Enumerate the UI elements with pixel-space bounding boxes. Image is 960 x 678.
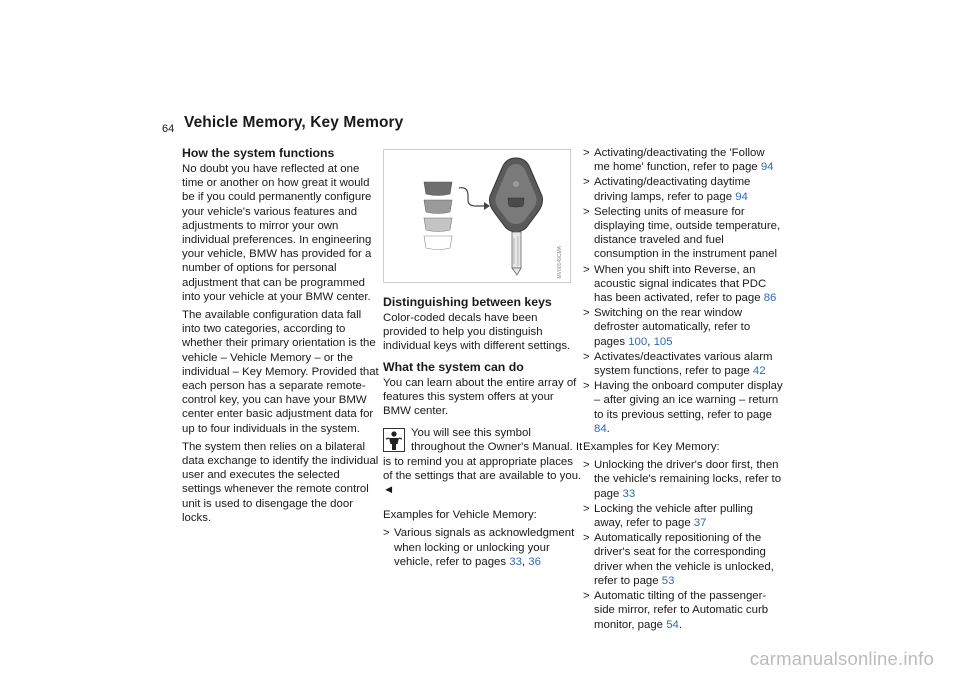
page-link[interactable]: 94 (760, 161, 774, 174)
list-item (583, 306, 783, 349)
item-text: Having the onboard computer display – after giving an ice warning – return to its previous setting, refer to page (594, 380, 783, 421)
list-item (583, 146, 783, 174)
paragraph: Examples for Key Memory: (583, 441, 720, 454)
key-memory-list (583, 458, 783, 631)
page-link[interactable]: 86 (763, 292, 777, 305)
page-link[interactable]: 33 (622, 487, 636, 500)
list-item (583, 531, 783, 588)
item-text: Automatically repositioning of the driver's seat for the corresponding driver when the vehicle is unlocked, refer to page (594, 532, 774, 587)
separator: , (647, 335, 654, 348)
page-link[interactable]: 84 (594, 422, 607, 435)
vehicle-memory-list-cont (583, 146, 783, 436)
paragraph: Color-coded decals have been provided to help you distinguish individual keys with different settings. (383, 312, 571, 353)
item-text: Switching on the rear window defroster automatically, refer to pages (594, 307, 751, 348)
list-item (583, 589, 783, 632)
page-link[interactable]: 105 (653, 335, 673, 348)
page-link[interactable]: 94 (735, 190, 748, 203)
item-text: Unlocking the driver's door first, then the vehicle's remaining locks, refer to page (594, 459, 782, 500)
end-period: . (606, 422, 610, 435)
list-item (583, 502, 783, 530)
item-text: When you shift into Reverse, an acoustic signal indicates that PDC has been activated, refer to page (594, 263, 767, 305)
list-item (583, 175, 783, 203)
bullet-mark: > (583, 350, 590, 363)
key-memory-symbol-note (383, 426, 583, 497)
heading-distinguishing-keys: Distinguishing between keys (383, 295, 552, 309)
bullet-mark: > (583, 176, 590, 189)
paragraph: The available configuration data fall into two categories, according to whether their primary orientation is the vehicle – Vehicle Memory – or the individual – Key Memory. Provided that each person has a separate remote-control key, you can have your BMW center enter basic adjustment data for up to four individuals in the system. (182, 309, 379, 435)
bullet-mark: > (583, 263, 590, 276)
item-text: Activating/deactivating daytime driving lamps, refer to page (594, 176, 751, 203)
end-mark: ◄ (383, 484, 395, 497)
page-number: 64 (162, 123, 175, 135)
page-link[interactable]: 100 (628, 335, 648, 348)
page-link[interactable]: 42 (752, 365, 766, 378)
bullet-mark: > (583, 307, 590, 320)
paragraph: Examples for Vehicle Memory: (383, 509, 537, 522)
person-symbol-icon (383, 428, 405, 452)
column-left (182, 146, 382, 529)
note-text: You will see this symbol throughout the Owner's Manual. It is to remind you at appropriate places of the settings that are available to you. (383, 427, 583, 482)
bullet-mark: > (583, 380, 590, 393)
vehicle-memory-list (383, 526, 583, 569)
key-decals-figure (383, 149, 571, 283)
column-middle (383, 146, 583, 573)
item-text: Various signals as acknowledgment when locking or unlocking your vehicle, refer to pages (394, 527, 575, 568)
bullet-mark: > (583, 205, 590, 218)
page-title: Vehicle Memory, Key Memory (184, 114, 404, 131)
page-link[interactable]: 36 (528, 555, 541, 568)
item-text: Activates/deactivates various alarm system functions, refer to page (594, 350, 773, 378)
paragraph: No doubt you have reflected at one time or another on how great it would be if you could permanently configure your vehicle's various features and adjustments to mirror your own individual preferences. In engineering your vehicle, BMW has provided for a number of options for personal adjustment that can be programmed into your vehicle at your BMW center. (182, 163, 372, 303)
separator: , (521, 555, 529, 568)
column-right (583, 146, 783, 636)
list-item (583, 379, 783, 436)
end-period: . (678, 618, 683, 631)
list-item (583, 350, 783, 378)
figure-code: MV00149CMA (556, 246, 563, 279)
list-item (583, 263, 783, 306)
bullet-mark: > (583, 459, 590, 472)
bullet-mark: > (583, 532, 590, 545)
list-item (583, 205, 783, 262)
paragraph: You can learn about the entire array of features this system offers at your BMW center. (383, 376, 577, 418)
bullet-mark: > (583, 590, 590, 603)
watermark-logo: carmanualsonline.info (749, 647, 934, 669)
key-illustration (384, 150, 570, 282)
list-item (583, 458, 783, 501)
page-link[interactable]: 54 (666, 618, 679, 631)
page-link[interactable]: 53 (661, 574, 675, 587)
item-text: Activating/deactivating the 'Follow me home' function, refer to page (594, 147, 765, 174)
page-link[interactable]: 37 (693, 517, 707, 530)
paragraph: The system then relies on a bilateral data exchange to identify the individual user and executes the selected settings whenever the remote control unit is used to disengage the door locks. (182, 440, 379, 524)
heading-how-it-works: How the system functions (182, 146, 335, 160)
item-text: Locking the vehicle after pulling away, refer to page (594, 502, 753, 530)
heading-what-system-can-do: What the system can do (383, 359, 524, 374)
list-item (383, 526, 583, 569)
bullet-mark: > (383, 527, 390, 540)
item-text: Selecting units of measure for displaying time, outside temperature, distance traveled and fuel consumption in the instrument panel (594, 205, 781, 261)
bullet-mark: > (583, 502, 590, 515)
item-text: Automatic tilting of the passenger-side mirror, refer to Automatic curb monitor, page (594, 590, 769, 631)
page-link[interactable]: 33 (509, 555, 522, 568)
bullet-mark: > (583, 147, 590, 159)
